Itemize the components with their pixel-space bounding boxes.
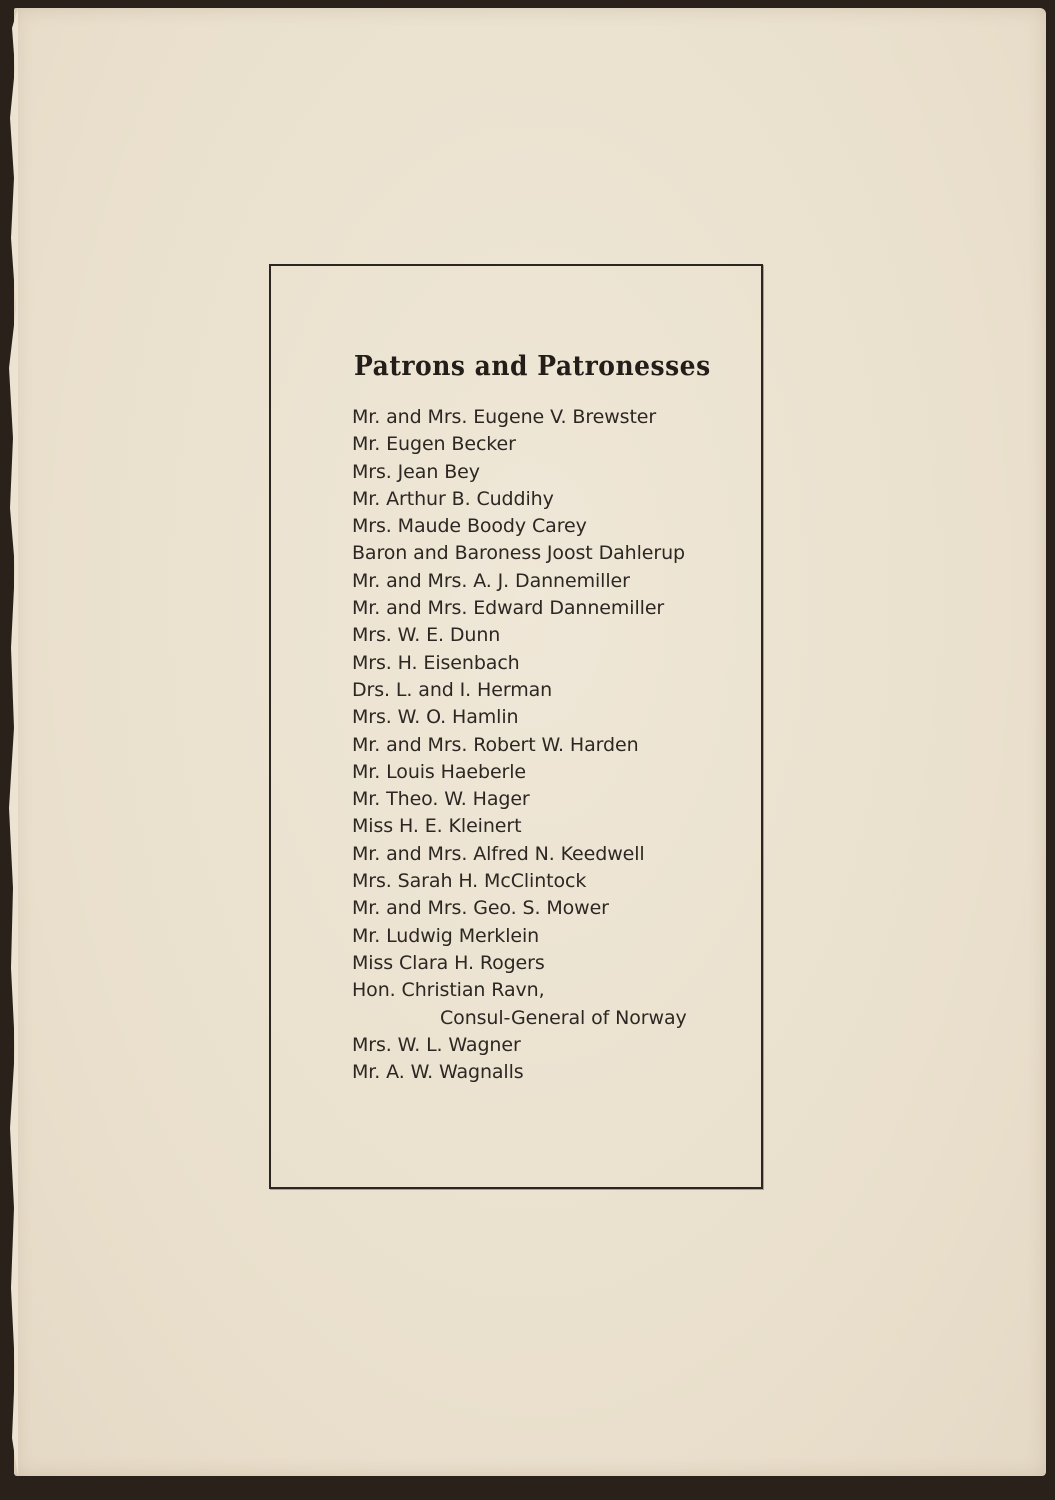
patron-name: Mr. and Mrs. Geo. S. Mower xyxy=(352,897,609,920)
patron-entry xyxy=(352,622,697,649)
patron-entry xyxy=(352,895,697,922)
patron-name: Mr. Theo. W. Hager xyxy=(352,788,530,811)
patron-name: Mr. Eugen Becker xyxy=(352,433,516,456)
patron-entry xyxy=(352,677,697,704)
patron-entry xyxy=(352,950,697,977)
patron-name: Miss Clara H. Rogers xyxy=(352,951,545,974)
patron-entry xyxy=(352,704,697,731)
patron-name: Mrs. Jean Bey xyxy=(352,460,480,483)
patron-name: Mr. Arthur B. Cuddihy xyxy=(352,487,554,510)
patron-entry xyxy=(352,404,697,431)
patron-entry xyxy=(352,786,697,813)
patron-name: Mrs. W. E. Dunn xyxy=(352,624,501,647)
patron-name: Mrs. Sarah H. McClintock xyxy=(352,870,587,893)
patron-entry xyxy=(352,732,697,759)
patron-name: Mr. and Mrs. A. J. Dannemiller xyxy=(352,569,630,592)
patron-name: Hon. Christian Ravn, xyxy=(352,979,545,1002)
patron-name: Mr. and Mrs. Edward Dannemiller xyxy=(352,597,665,620)
patron-name: Drs. L. and I. Herman xyxy=(352,678,553,701)
patron-entry xyxy=(352,977,697,1032)
page-heading: Patrons and Patronesses xyxy=(354,350,711,382)
patron-entry xyxy=(352,759,697,786)
patron-entry xyxy=(352,1032,697,1059)
patron-title: Consul-General of Norway xyxy=(440,1006,687,1029)
patron-name: Mr. Louis Haeberle xyxy=(352,760,527,783)
patron-name: Mrs. H. Eisenbach xyxy=(352,651,520,674)
patron-entry xyxy=(352,486,697,513)
patron-name: Miss H. E. Kleinert xyxy=(352,815,522,838)
patron-name: Mr. and Mrs. Alfred N. Keedwell xyxy=(352,842,645,865)
patron-entry xyxy=(352,513,697,540)
patron-entry xyxy=(352,650,697,677)
patron-name: Mrs. W. L. Wagner xyxy=(352,1033,521,1056)
patron-entry xyxy=(352,923,697,950)
patron-entry xyxy=(352,868,697,895)
patron-name: Mr. and Mrs. Robert W. Harden xyxy=(352,733,639,756)
patron-name: Mrs. W. O. Hamlin xyxy=(352,706,519,729)
patron-entry xyxy=(352,540,697,567)
patron-list xyxy=(352,404,697,1086)
patron-name: Mr. Ludwig Merklein xyxy=(352,924,540,947)
patron-name: Mrs. Maude Boody Carey xyxy=(352,515,587,538)
patron-name: Mr. A. W. Wagnalls xyxy=(352,1061,524,1084)
patron-name: Baron and Baroness Joost Dahlerup xyxy=(352,542,685,565)
patron-name: Mr. and Mrs. Eugene V. Brewster xyxy=(352,406,657,428)
patron-entry xyxy=(352,1059,697,1086)
patron-entry xyxy=(352,841,697,868)
patron-entry xyxy=(352,813,697,840)
deckle-edge xyxy=(8,8,18,1476)
patron-entry xyxy=(352,568,697,595)
patron-entry xyxy=(352,595,697,622)
patron-entry xyxy=(352,459,697,486)
patron-entry xyxy=(352,431,697,458)
